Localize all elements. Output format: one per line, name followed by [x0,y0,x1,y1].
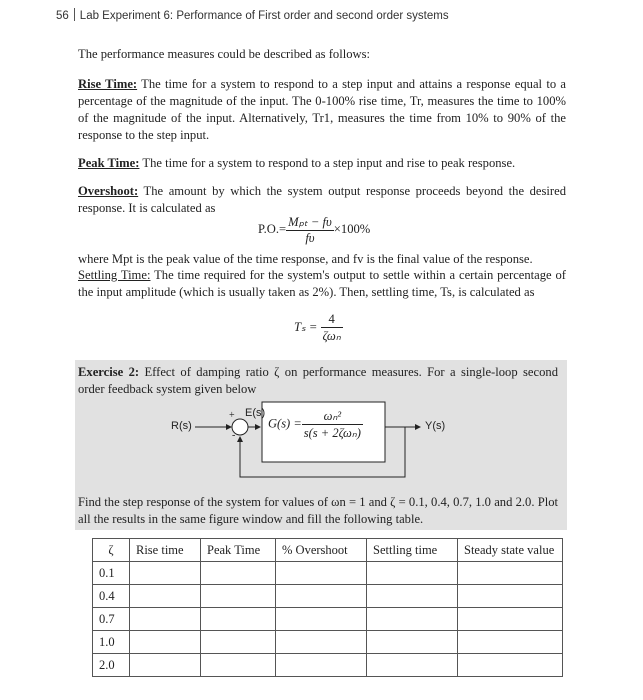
settling-time-paragraph [78,267,566,301]
rise-time-term: Rise Time: [78,77,138,91]
overshoot-paragraph [78,183,566,217]
ts-formula [294,312,343,344]
zeta-cell: 1.0 [93,631,130,654]
header-zeta: ζ [93,539,130,562]
peak-time-text: The time for a system to respond to a step input and rise to peak response. [139,156,516,170]
settling-time-term: Settling Time: [78,268,151,282]
input-label: R(s) [171,420,192,432]
steady-state-cell[interactable] [458,562,563,585]
intro-text: The performance measures could be described as follows: [78,47,370,61]
settling-time-cell[interactable] [367,608,458,631]
header-peak-time: Peak Time [201,539,276,562]
po-denominator: fυ [305,231,315,245]
header-steady-state: Steady state value [458,539,563,562]
g-denominator: s(s + 2ζωₙ) [303,426,361,440]
overshoot-cell[interactable] [276,562,367,585]
peak-time-cell[interactable] [201,585,276,608]
ts-numerator: 4 [321,312,343,328]
ts-lhs: Tₛ = [294,319,318,334]
header-title: Lab Experiment 6: Performance of First order and second order systems [79,10,449,22]
rise-time-cell[interactable] [130,562,201,585]
output-label: Y(s) [425,420,446,432]
minus-sign: - [232,430,236,441]
rise-time-cell[interactable] [130,654,201,677]
settling-time-cell[interactable] [367,654,458,677]
error-label: E(s) [245,407,266,419]
overshoot-cell[interactable] [276,631,367,654]
steady-state-cell[interactable] [458,654,563,677]
exercise-task: Find the step response of the system for values of ωn = 1 and ζ = 0.1, 0.4, 0.7, 1.0 and 2.0. Plot all the results in the same figure window and fill the following table. [78,495,558,526]
po-lhs: P.O.= [258,221,287,236]
zeta-cell: 0.7 [93,608,130,631]
po-formula [258,214,370,246]
overshoot-text: The amount by which the system output response proceeds beyond the desired response. It is calculated as [78,184,566,215]
peak-time-cell[interactable] [201,654,276,677]
zeta-cell: 0.4 [93,585,130,608]
peak-time-cell[interactable] [201,631,276,654]
settling-time-cell[interactable] [367,631,458,654]
table-row [93,585,563,608]
page-header [56,8,449,22]
plus-sign: + [229,410,235,421]
overshoot-cell[interactable] [276,654,367,677]
header-divider [74,8,75,21]
table-row [93,654,563,677]
peak-time-term: Peak Time: [78,156,140,170]
results-table [92,538,563,677]
table-row [93,631,563,654]
exercise-label: Exercise 2: [78,365,140,379]
steady-state-cell[interactable] [458,608,563,631]
peak-time-cell[interactable] [201,562,276,585]
po-rhs: ×100% [333,221,371,236]
g-numerator: ωₙ² [302,408,363,425]
header-settling-time: Settling time [367,539,458,562]
table-header-row [93,539,563,562]
rise-time-text: The time for a system to respond to a step input and attains a response equal to a percentage of the magnitude of the input. The 0-100% rise time, Tr, measures the time to 100% of the magnitude of the input. Alternatively, Tr1, measures the time from 10% to 90% of the response to the step input. [78,77,567,142]
header-overshoot: % Overshoot [276,539,367,562]
overshoot-cell[interactable] [276,608,367,631]
exercise-box [75,360,567,530]
rise-time-cell[interactable] [130,631,201,654]
rise-time-cell[interactable] [130,608,201,631]
rise-time-paragraph [78,76,566,144]
ts-denominator: ζωₙ [322,329,341,343]
po-numerator: Mₚₜ − fυ [288,215,332,229]
settling-time-cell[interactable] [367,562,458,585]
zeta-cell: 0.1 [93,562,130,585]
g-lhs: G(s) = [268,416,302,431]
zeta-cell: 2.0 [93,654,130,677]
transfer-function [268,408,363,441]
steady-state-cell[interactable] [458,585,563,608]
rise-time-cell[interactable] [130,585,201,608]
exercise-text: Effect of damping ratio ζ on performance measures. For a single-loop second order feedback system given below [78,365,558,396]
settling-time-text: The time required for the system's output to settle within a certain percentage of the input amplitude (which is usually taken as 2%). Then, settling time, Ts, is calculated as [78,268,566,299]
overshoot-term: Overshoot: [78,184,139,198]
steady-state-cell[interactable] [458,631,563,654]
overshoot-cell[interactable] [276,585,367,608]
peak-time-cell[interactable] [201,608,276,631]
settling-time-cell[interactable] [367,585,458,608]
page-number: 56 [56,10,69,22]
where-text: where Mpt is the peak value of the time response, and fv is the final value of the response. [78,252,533,266]
table-row [93,608,563,631]
table-row [93,562,563,585]
header-rise-time: Rise time [130,539,201,562]
peak-time-paragraph [78,155,566,172]
